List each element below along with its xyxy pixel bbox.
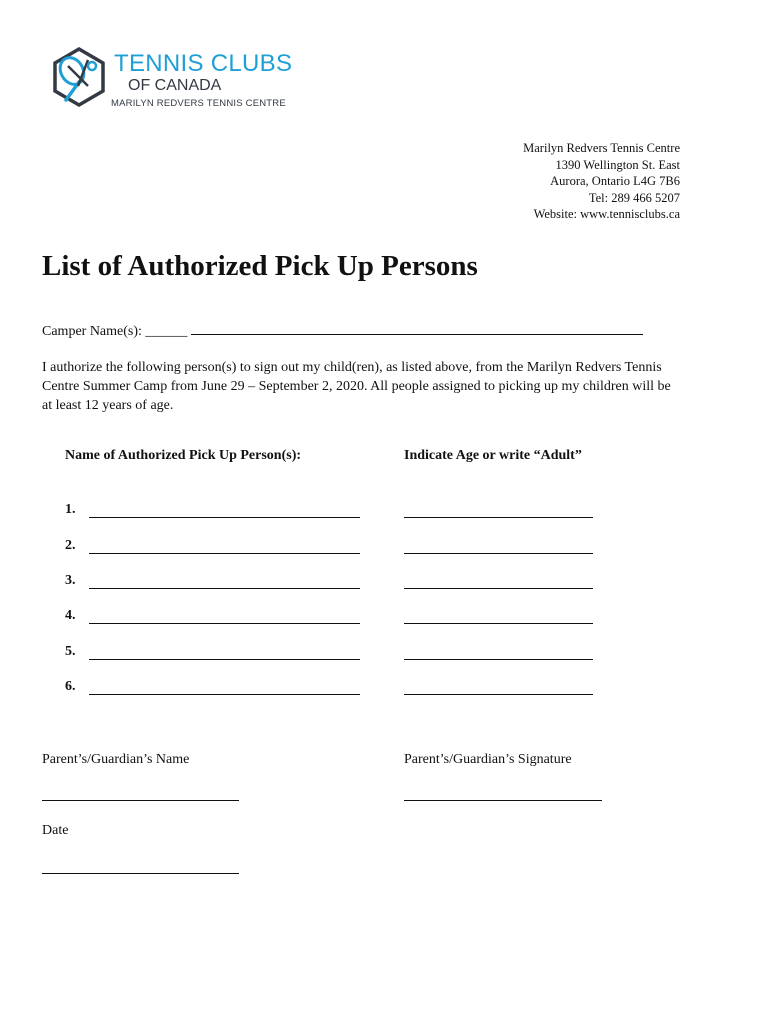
pickup-name-line[interactable] [89, 659, 360, 660]
pickup-age-line[interactable] [404, 623, 593, 624]
date-line[interactable] [42, 873, 239, 874]
authorization-paragraph: I authorize the following person(s) to sign out my child(ren), as listed above, from the Marilyn Redvers Tennis Centre Summer Camp from June 29 – September 2, 2020. All people assigned to picking up my children will be at least 12 years of age. [42, 360, 671, 413]
pickup-age-line[interactable] [404, 517, 593, 518]
address-tel: Tel: 289 466 5207 [588, 190, 680, 205]
address-block [523, 140, 680, 223]
name-column-header: Name of Authorized Pick Up Person(s): [65, 448, 302, 463]
pickup-row-1 [65, 502, 605, 522]
camper-name-line[interactable] [191, 322, 643, 335]
pickup-age-line[interactable] [404, 694, 593, 695]
pickup-name-line[interactable] [89, 553, 360, 554]
row-number: 2. [65, 538, 76, 553]
pickup-name-line[interactable] [89, 517, 360, 518]
pickup-name-line[interactable] [89, 588, 360, 589]
pickup-row-3 [65, 573, 605, 593]
date-label: Date [42, 823, 69, 838]
logo-centre-name: MARILYN REDVERS TENNIS CENTRE [111, 98, 286, 109]
guardian-name-label: Parent’s/Guardian’s Name [42, 752, 190, 767]
pickup-row-6 [65, 679, 605, 699]
tennis-racquet-logo-icon [48, 46, 110, 108]
guardian-signature-label: Parent’s/Guardian’s Signature [404, 752, 572, 767]
camper-name-field[interactable] [42, 322, 643, 340]
pickup-age-line[interactable] [404, 553, 593, 554]
camper-name-label: Camper Name(s): ______ [42, 324, 188, 339]
pickup-row-5 [65, 644, 605, 664]
logo-title: TENNIS CLUBS [114, 50, 293, 77]
logo-subtitle: OF CANADA [128, 77, 222, 94]
address-city: Aurora, Ontario L4G 7B6 [550, 174, 680, 188]
address-street: 1390 Wellington St. East [555, 157, 680, 172]
tennis-clubs-logo [48, 44, 293, 114]
guardian-name-line[interactable] [42, 800, 239, 801]
page-title: List of Authorized Pick Up Persons [42, 250, 478, 282]
row-number: 6. [65, 679, 76, 694]
pickup-age-line[interactable] [404, 659, 593, 660]
age-column-header: Indicate Age or write “Adult” [404, 448, 582, 463]
row-number: 1. [65, 502, 76, 517]
row-number: 3. [65, 573, 76, 588]
row-number: 5. [65, 644, 76, 659]
address-name: Marilyn Redvers Tennis Centre [523, 141, 680, 155]
pickup-row-4 [65, 608, 605, 628]
pickup-name-line[interactable] [89, 694, 360, 695]
row-number: 4. [65, 608, 76, 623]
address-website: Website: www.tennisclubs.ca [533, 207, 680, 221]
pickup-row-2 [65, 538, 605, 558]
guardian-signature-line[interactable] [404, 800, 602, 801]
pickup-age-line[interactable] [404, 588, 593, 589]
pickup-name-line[interactable] [89, 623, 360, 624]
